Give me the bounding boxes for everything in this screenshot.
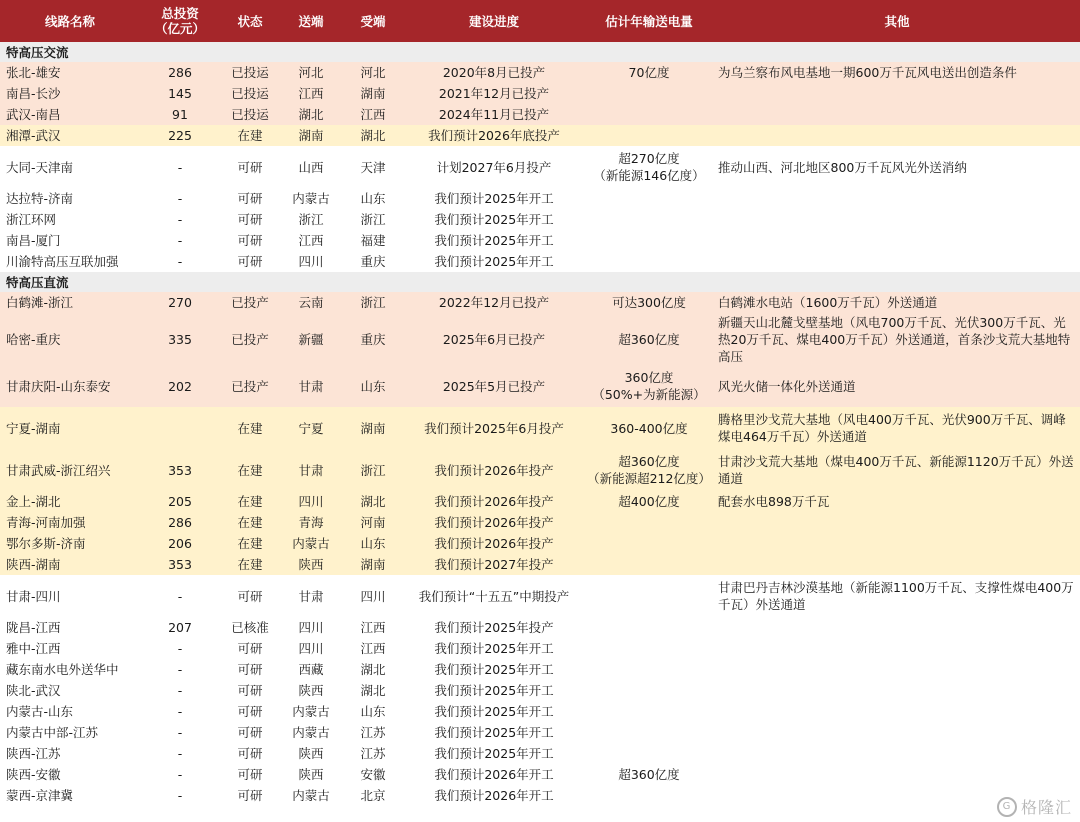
line-name-cell: 金上-湖北 <box>0 491 140 512</box>
line-name-cell: 藏东南水电外送华中 <box>0 659 140 680</box>
header-volume: 估计年输送电量 <box>584 0 714 42</box>
volume-cell <box>584 554 714 575</box>
table-row <box>0 230 1080 251</box>
progress-cell: 我们预计2026年投产 <box>404 512 584 533</box>
table-row <box>0 407 1080 449</box>
volume-cell: 超360亿度 （新能源超212亿度） <box>584 449 714 491</box>
line-name-cell: 青海-河南加强 <box>0 512 140 533</box>
other-cell: 新疆天山北麓戈壁基地（风电700万千瓦、光伏300万千瓦、光热20万千瓦、煤电400万千瓦）外送通道，首条沙戈荒大基地特高压 <box>714 313 1080 365</box>
table-row <box>0 680 1080 701</box>
progress-cell: 我们预计2025年投产 <box>404 617 584 638</box>
progress-cell: 我们预计2026年开工 <box>404 764 584 785</box>
receive-end-cell: 天津 <box>342 146 404 188</box>
other-cell <box>714 680 1080 701</box>
send-end-cell: 内蒙古 <box>280 188 342 209</box>
table-row <box>0 533 1080 554</box>
receive-end-cell: 四川 <box>342 575 404 617</box>
table-row <box>0 251 1080 272</box>
other-cell <box>714 104 1080 125</box>
watermark <box>997 795 1072 818</box>
status-cell: 在建 <box>220 125 280 146</box>
investment-cell: 335 <box>140 313 220 365</box>
other-cell <box>714 764 1080 785</box>
volume-cell <box>584 104 714 125</box>
table-row <box>0 764 1080 785</box>
investment-cell: 205 <box>140 491 220 512</box>
progress-cell: 我们预计2027年投产 <box>404 554 584 575</box>
volume-cell <box>584 188 714 209</box>
receive-end-cell: 重庆 <box>342 313 404 365</box>
send-end-cell: 甘肃 <box>280 575 342 617</box>
table-row <box>0 209 1080 230</box>
progress-cell: 我们预计2026年底投产 <box>404 125 584 146</box>
receive-end-cell: 山东 <box>342 365 404 407</box>
receive-end-cell: 江西 <box>342 638 404 659</box>
investment-cell: - <box>140 722 220 743</box>
section-header <box>0 42 1080 62</box>
volume-cell: 360亿度 （50%+为新能源） <box>584 365 714 407</box>
other-cell <box>714 533 1080 554</box>
progress-cell: 2024年11月已投产 <box>404 104 584 125</box>
receive-end-cell: 山东 <box>342 701 404 722</box>
send-end-cell: 陕西 <box>280 764 342 785</box>
progress-cell: 计划2027年6月投产 <box>404 146 584 188</box>
investment-cell: 353 <box>140 449 220 491</box>
other-cell: 推动山西、河北地区800万千瓦风光外送消纳 <box>714 146 1080 188</box>
line-name-cell: 南昌-长沙 <box>0 83 140 104</box>
investment-cell: - <box>140 188 220 209</box>
other-cell <box>714 125 1080 146</box>
other-cell <box>714 659 1080 680</box>
volume-cell <box>584 617 714 638</box>
table-row <box>0 638 1080 659</box>
volume-cell <box>584 83 714 104</box>
progress-cell: 我们预计2026年投产 <box>404 533 584 554</box>
table-body <box>0 42 1080 806</box>
status-cell: 可研 <box>220 701 280 722</box>
table-row <box>0 104 1080 125</box>
investment-cell: - <box>140 251 220 272</box>
table-row <box>0 125 1080 146</box>
investment-cell: - <box>140 764 220 785</box>
investment-cell <box>140 407 220 449</box>
volume-cell <box>584 680 714 701</box>
table-row <box>0 785 1080 806</box>
send-end-cell: 江西 <box>280 83 342 104</box>
table-row <box>0 722 1080 743</box>
status-cell: 在建 <box>220 554 280 575</box>
send-end-cell: 浙江 <box>280 209 342 230</box>
progress-cell: 我们预计2025年开工 <box>404 659 584 680</box>
receive-end-cell: 浙江 <box>342 292 404 313</box>
receive-end-cell: 山东 <box>342 188 404 209</box>
watermark-logo-icon: G <box>997 797 1017 817</box>
receive-end-cell: 湖南 <box>342 407 404 449</box>
progress-cell: 2021年12月已投产 <box>404 83 584 104</box>
send-end-cell: 陕西 <box>280 680 342 701</box>
status-cell: 在建 <box>220 491 280 512</box>
line-name-cell: 陇昌-江西 <box>0 617 140 638</box>
receive-end-cell: 湖南 <box>342 554 404 575</box>
volume-cell <box>584 638 714 659</box>
other-cell <box>714 617 1080 638</box>
send-end-cell: 陕西 <box>280 554 342 575</box>
other-cell: 风光火储一体化外送通道 <box>714 365 1080 407</box>
other-cell <box>714 701 1080 722</box>
send-end-cell: 内蒙古 <box>280 701 342 722</box>
line-name-cell: 湘潭-武汉 <box>0 125 140 146</box>
other-cell <box>714 188 1080 209</box>
other-cell <box>714 230 1080 251</box>
status-cell: 已投运 <box>220 104 280 125</box>
investment-cell: 145 <box>140 83 220 104</box>
receive-end-cell: 河南 <box>342 512 404 533</box>
progress-cell: 我们预计2025年开工 <box>404 230 584 251</box>
investment-cell: - <box>140 743 220 764</box>
table-row <box>0 659 1080 680</box>
other-cell <box>714 638 1080 659</box>
status-cell: 可研 <box>220 785 280 806</box>
progress-cell: 2020年8月已投产 <box>404 62 584 83</box>
section-title: 特高压交流 <box>0 42 1080 62</box>
progress-cell: 我们预计2025年开工 <box>404 680 584 701</box>
send-end-cell: 河北 <box>280 62 342 83</box>
table-row <box>0 575 1080 617</box>
status-cell: 可研 <box>220 146 280 188</box>
investment-cell: 286 <box>140 512 220 533</box>
send-end-cell: 湖南 <box>280 125 342 146</box>
receive-end-cell: 湖北 <box>342 491 404 512</box>
line-name-cell: 川渝特高压互联加强 <box>0 251 140 272</box>
volume-cell <box>584 722 714 743</box>
line-name-cell: 白鹤滩-浙江 <box>0 292 140 313</box>
volume-cell <box>584 743 714 764</box>
table-row <box>0 449 1080 491</box>
volume-cell: 可达300亿度 <box>584 292 714 313</box>
receive-end-cell: 湖北 <box>342 125 404 146</box>
receive-end-cell: 浙江 <box>342 449 404 491</box>
line-name-cell: 哈密-重庆 <box>0 313 140 365</box>
status-cell: 已投产 <box>220 292 280 313</box>
line-name-cell: 内蒙古中部-江苏 <box>0 722 140 743</box>
send-end-cell: 湖北 <box>280 104 342 125</box>
line-name-cell: 鄂尔多斯-济南 <box>0 533 140 554</box>
other-cell <box>714 743 1080 764</box>
line-name-cell: 陕西-江苏 <box>0 743 140 764</box>
investment-cell: 286 <box>140 62 220 83</box>
other-cell <box>714 83 1080 104</box>
investment-cell: 206 <box>140 533 220 554</box>
progress-cell: 2022年12月已投产 <box>404 292 584 313</box>
volume-cell: 超360亿度 <box>584 313 714 365</box>
table-row <box>0 83 1080 104</box>
investment-cell: 202 <box>140 365 220 407</box>
status-cell: 已投产 <box>220 365 280 407</box>
receive-end-cell: 湖北 <box>342 680 404 701</box>
line-name-cell: 陕北-武汉 <box>0 680 140 701</box>
send-end-cell: 江西 <box>280 230 342 251</box>
other-cell <box>714 251 1080 272</box>
status-cell: 可研 <box>220 251 280 272</box>
progress-cell: 我们预计2025年开工 <box>404 701 584 722</box>
send-end-cell: 新疆 <box>280 313 342 365</box>
send-end-cell: 四川 <box>280 617 342 638</box>
volume-cell: 超360亿度 <box>584 764 714 785</box>
send-end-cell: 陕西 <box>280 743 342 764</box>
other-cell: 配套水电898万千瓦 <box>714 491 1080 512</box>
send-end-cell: 西藏 <box>280 659 342 680</box>
send-end-cell: 内蒙古 <box>280 533 342 554</box>
line-name-cell: 陕西-安徽 <box>0 764 140 785</box>
receive-end-cell: 江苏 <box>342 722 404 743</box>
status-cell: 已投运 <box>220 62 280 83</box>
other-cell: 腾格里沙戈荒大基地（风电400万千瓦、光伏900万千瓦、调峰煤电464万千瓦）外送通道 <box>714 407 1080 449</box>
other-cell: 白鹤滩水电站（1600万千瓦）外送通道 <box>714 292 1080 313</box>
line-name-cell: 达拉特-济南 <box>0 188 140 209</box>
other-cell <box>714 209 1080 230</box>
send-end-cell: 山西 <box>280 146 342 188</box>
receive-end-cell: 江西 <box>342 617 404 638</box>
status-cell: 可研 <box>220 209 280 230</box>
send-end-cell: 四川 <box>280 491 342 512</box>
status-cell: 可研 <box>220 722 280 743</box>
table-row <box>0 491 1080 512</box>
section-title: 特高压直流 <box>0 272 1080 292</box>
investment-cell: - <box>140 680 220 701</box>
status-cell: 可研 <box>220 659 280 680</box>
receive-end-cell: 浙江 <box>342 209 404 230</box>
header-receive: 受端 <box>342 0 404 42</box>
volume-cell <box>584 701 714 722</box>
send-end-cell: 四川 <box>280 638 342 659</box>
other-cell <box>714 554 1080 575</box>
volume-cell: 360-400亿度 <box>584 407 714 449</box>
table-row <box>0 292 1080 313</box>
receive-end-cell: 江苏 <box>342 743 404 764</box>
header-progress: 建设进度 <box>404 0 584 42</box>
investment-cell: - <box>140 209 220 230</box>
investment-cell: - <box>140 230 220 251</box>
table-row <box>0 554 1080 575</box>
status-cell: 在建 <box>220 449 280 491</box>
receive-end-cell: 北京 <box>342 785 404 806</box>
table-row <box>0 313 1080 365</box>
send-end-cell: 云南 <box>280 292 342 313</box>
progress-cell: 我们预计2026年开工 <box>404 785 584 806</box>
other-cell: 为乌兰察布风电基地一期600万千瓦风电送出创造条件 <box>714 62 1080 83</box>
progress-cell: 我们预计“十五五”中期投产 <box>404 575 584 617</box>
progress-cell: 我们预计2025年开工 <box>404 209 584 230</box>
investment-cell: - <box>140 701 220 722</box>
header-name: 线路名称 <box>0 0 140 42</box>
table-row <box>0 617 1080 638</box>
send-end-cell: 甘肃 <box>280 449 342 491</box>
status-cell: 已投产 <box>220 313 280 365</box>
volume-cell <box>584 209 714 230</box>
header-status: 状态 <box>220 0 280 42</box>
status-cell: 在建 <box>220 533 280 554</box>
investment-cell: - <box>140 785 220 806</box>
line-name-cell: 甘肃武威-浙江绍兴 <box>0 449 140 491</box>
investment-cell: - <box>140 146 220 188</box>
watermark-text: 格隆汇 <box>1020 798 1072 817</box>
send-end-cell: 甘肃 <box>280 365 342 407</box>
investment-cell: - <box>140 575 220 617</box>
volume-cell <box>584 230 714 251</box>
line-name-cell: 南昌-厦门 <box>0 230 140 251</box>
investment-cell: 225 <box>140 125 220 146</box>
status-cell: 在建 <box>220 512 280 533</box>
receive-end-cell: 福建 <box>342 230 404 251</box>
volume-cell: 70亿度 <box>584 62 714 83</box>
investment-cell: 91 <box>140 104 220 125</box>
other-cell <box>714 722 1080 743</box>
line-name-cell: 甘肃-四川 <box>0 575 140 617</box>
volume-cell <box>584 533 714 554</box>
line-name-cell: 宁夏-湖南 <box>0 407 140 449</box>
section-header <box>0 272 1080 292</box>
line-name-cell: 浙江环网 <box>0 209 140 230</box>
status-cell: 已投运 <box>220 83 280 104</box>
volume-cell <box>584 575 714 617</box>
investment-cell: 353 <box>140 554 220 575</box>
volume-cell <box>584 125 714 146</box>
other-cell <box>714 512 1080 533</box>
line-name-cell: 陕西-湖南 <box>0 554 140 575</box>
receive-end-cell: 湖北 <box>342 659 404 680</box>
send-end-cell: 宁夏 <box>280 407 342 449</box>
line-name-cell: 武汉-南昌 <box>0 104 140 125</box>
investment-cell: - <box>140 659 220 680</box>
volume-cell <box>584 512 714 533</box>
header-investment: 总投资 （亿元） <box>140 0 220 42</box>
status-cell: 可研 <box>220 743 280 764</box>
table-row <box>0 188 1080 209</box>
status-cell: 在建 <box>220 407 280 449</box>
progress-cell: 我们预计2025年开工 <box>404 743 584 764</box>
progress-cell: 我们预计2025年开工 <box>404 188 584 209</box>
table-row <box>0 701 1080 722</box>
send-end-cell: 青海 <box>280 512 342 533</box>
investment-cell: 270 <box>140 292 220 313</box>
status-cell: 已核准 <box>220 617 280 638</box>
volume-cell <box>584 785 714 806</box>
table-row <box>0 512 1080 533</box>
progress-cell: 我们预计2025年6月投产 <box>404 407 584 449</box>
line-name-cell: 蒙西-京津冀 <box>0 785 140 806</box>
volume-cell <box>584 659 714 680</box>
send-end-cell: 四川 <box>280 251 342 272</box>
status-cell: 可研 <box>220 680 280 701</box>
volume-cell: 超400亿度 <box>584 491 714 512</box>
progress-cell: 我们预计2025年开工 <box>404 722 584 743</box>
other-cell: 甘肃沙戈荒大基地（煤电400万千瓦、新能源1120万千瓦）外送通道 <box>714 449 1080 491</box>
table-row <box>0 62 1080 83</box>
status-cell: 可研 <box>220 188 280 209</box>
progress-cell: 我们预计2025年开工 <box>404 251 584 272</box>
status-cell: 可研 <box>220 575 280 617</box>
line-name-cell: 内蒙古-山东 <box>0 701 140 722</box>
line-name-cell: 甘肃庆阳-山东泰安 <box>0 365 140 407</box>
header-other: 其他 <box>714 0 1080 42</box>
status-cell: 可研 <box>220 230 280 251</box>
progress-cell: 2025年6月已投产 <box>404 313 584 365</box>
receive-end-cell: 山东 <box>342 533 404 554</box>
line-name-cell: 张北-雄安 <box>0 62 140 83</box>
receive-end-cell: 重庆 <box>342 251 404 272</box>
receive-end-cell: 安徽 <box>342 764 404 785</box>
table-row <box>0 365 1080 407</box>
table-row <box>0 743 1080 764</box>
other-cell: 甘肃巴丹吉林沙漠基地（新能源1100万千瓦、支撑性煤电400万千瓦）外送通道 <box>714 575 1080 617</box>
volume-cell: 超270亿度 （新能源146亿度） <box>584 146 714 188</box>
receive-end-cell: 江西 <box>342 104 404 125</box>
volume-cell <box>584 251 714 272</box>
investment-cell: - <box>140 638 220 659</box>
progress-cell: 我们预计2026年投产 <box>404 491 584 512</box>
header-row <box>0 0 1080 42</box>
line-name-cell: 雅中-江西 <box>0 638 140 659</box>
status-cell: 可研 <box>220 764 280 785</box>
receive-end-cell: 湖南 <box>342 83 404 104</box>
progress-cell: 我们预计2026年投产 <box>404 449 584 491</box>
send-end-cell: 内蒙古 <box>280 722 342 743</box>
progress-cell: 我们预计2025年开工 <box>404 638 584 659</box>
receive-end-cell: 河北 <box>342 62 404 83</box>
line-name-cell: 大同-天津南 <box>0 146 140 188</box>
send-end-cell: 内蒙古 <box>280 785 342 806</box>
investment-cell: 207 <box>140 617 220 638</box>
header-send: 送端 <box>280 0 342 42</box>
progress-cell: 2025年5月已投产 <box>404 365 584 407</box>
table-row <box>0 146 1080 188</box>
status-cell: 可研 <box>220 638 280 659</box>
